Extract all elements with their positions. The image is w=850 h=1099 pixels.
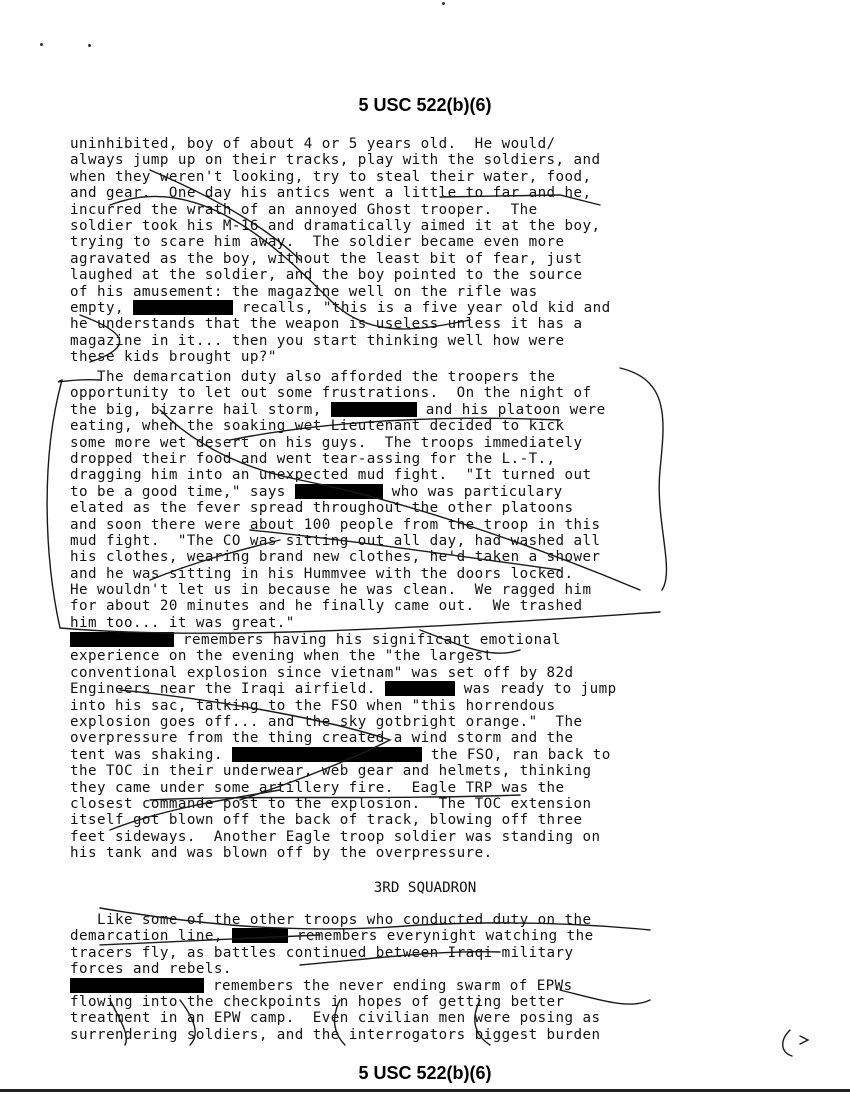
- text-line: Like some of the other troops who conducted duty on the: [70, 912, 592, 928]
- text-line: agravated as the boy, without the least bit of fear, just: [70, 250, 583, 267]
- text-line: mud fight. "The CO was sitting out all day, had washed all: [70, 532, 601, 549]
- text-line: [70, 484, 670, 500]
- text-line: incurred the wrath of an annoyed Ghost trooper. The: [70, 201, 538, 218]
- text-fragment: tent was shaking.: [70, 746, 232, 763]
- paragraph-demarcation: [70, 912, 670, 1043]
- text-line: experience on the evening when the "the largest: [70, 648, 493, 665]
- text-line: for about 20 minutes and he finally came out. We trashed: [70, 598, 583, 615]
- redaction-bar: [385, 681, 455, 696]
- text-line: dragging him into an unexpected mud fight. "It turned out: [70, 467, 592, 484]
- text-line: dropped their food and went tear-assing for the L.-T.,: [70, 450, 556, 467]
- text-line: trying to scare him away. The soldier became even more: [70, 234, 565, 251]
- redaction-bar: [70, 632, 174, 647]
- text-line: and gear. One day his antics went a little to far and he,: [70, 185, 592, 202]
- text-fragment: and his platoon were: [416, 401, 606, 418]
- redaction-bar: [331, 402, 417, 417]
- text-line: The demarcation duty also afforded the troopers the: [70, 369, 556, 385]
- text-line: of his amusement: the magazine well on the rifle was: [70, 283, 538, 300]
- text-line: closest commande post to the explosion. The TOC extension: [70, 795, 592, 812]
- speck: [442, 2, 445, 5]
- text-line: always jump up on their tracks, play with the soldiers, and: [70, 152, 601, 169]
- text-fragment: who was particulary: [382, 483, 563, 500]
- speck: [40, 43, 43, 46]
- text-fragment: remembers everynight watching the: [287, 928, 594, 945]
- redaction-bar: [232, 747, 422, 762]
- text-line: [70, 747, 670, 763]
- exemption-stamp-footer: 5 USC 522(b)(6): [358, 1063, 492, 1083]
- text-line: his clothes, wearing brand new clothes, he'd taken a shower: [70, 549, 601, 566]
- text-fragment: to be a good time," says: [70, 483, 295, 500]
- paragraph-explosion: [70, 632, 670, 861]
- text-line: he understands that the weapon is useless unless it has a: [70, 316, 583, 333]
- text-line: [70, 300, 670, 316]
- text-line: his tank and was blown off by the overpressure.: [70, 845, 493, 862]
- paragraph-boy-anecdote: [70, 136, 670, 365]
- text-line: soldier took his M-16 and dramatically aimed it at the boy,: [70, 217, 601, 234]
- text-line: opportunity to let out some frustrations. On the night of: [70, 385, 592, 402]
- redaction-bar: [295, 484, 383, 499]
- text-fragment: was ready to jump: [454, 681, 617, 698]
- text-line: laughed at the soldier, and the boy pointed to the source: [70, 267, 583, 284]
- scribble-line: [783, 1030, 792, 1056]
- text-line: feet sideways. Another Eagle troop soldier was standing on: [70, 828, 601, 845]
- text-line: [70, 681, 670, 697]
- text-line: [70, 402, 670, 418]
- text-line: conventional explosion since vietnam" was set off by 82d: [70, 664, 574, 681]
- text-line: tracers fly, as battles continued between Iraqi military: [70, 944, 574, 961]
- text-line: when they weren't looking, try to steal their water, food,: [70, 168, 592, 185]
- text-line: surrendering soldiers, and the interrogators biggest burden: [70, 1026, 601, 1043]
- text-fragment: the FSO, ran back to: [421, 746, 611, 763]
- text-line: magazine in it... then you start thinking well how were: [70, 332, 565, 349]
- text-line: the TOC in their underwear, web gear and helmets, thinking: [70, 763, 592, 780]
- text-line: some more wet desert on his guys. The troops immediately: [70, 434, 583, 451]
- text-line: into his sac, talking to the FSO when "this horrendous: [70, 697, 556, 714]
- text-line: uninhibited, boy of about 4 or 5 years old. He would/: [70, 136, 556, 152]
- text-line: forces and rebels.: [70, 961, 232, 978]
- paragraph-mud-fight: [70, 369, 670, 631]
- text-line: treatment in an EPW camp. Even civilian men were posing as: [70, 1010, 601, 1027]
- redaction-bar: [133, 300, 233, 315]
- text-line: explosion goes off... and the sky gotbright orange." The: [70, 713, 583, 730]
- text-line: elated as the fever spread throughout the other platoons: [70, 500, 574, 517]
- text-fragment: remembers the never ending swarm of EPWs: [204, 977, 573, 994]
- text-fragment: recalls, "this is a five year old kid and: [232, 299, 611, 316]
- redaction-bar: [70, 978, 204, 993]
- text-fragment: remembers having his significant emotional: [174, 632, 561, 648]
- text-line: [70, 928, 670, 944]
- text-line: they came under some artillery fire. Eagle TRP was the: [70, 779, 565, 796]
- text-line: itself got blown off the back of track, blowing off three: [70, 812, 583, 829]
- page-edge-rule: [0, 1089, 850, 1092]
- speck: [88, 44, 91, 47]
- text-line: and he was sitting in his Hummvee with the doors locked.: [70, 565, 574, 582]
- text-line: He wouldn't let us in because he was clean. We ragged him: [70, 582, 592, 599]
- text-line: flowing into the checkpoints in hopes of getting better: [70, 993, 565, 1010]
- exemption-stamp-header: 5 USC 522(b)(6): [358, 95, 492, 115]
- scribble-line: [800, 1036, 808, 1044]
- text-fragment: demarcation line,: [70, 928, 232, 945]
- text-line: [70, 978, 670, 994]
- section-heading: 3RD SQUADRON: [373, 880, 477, 896]
- text-line: these kids brought up?": [70, 349, 277, 366]
- text-fragment: Engineers near the Iraqi airfield.: [70, 681, 385, 698]
- text-line: eating, when the soaking wet Lieutenant decided to kick: [70, 418, 565, 435]
- text-line: overpressure from the thing created a wind storm and the: [70, 730, 574, 747]
- text-fragment: empty,: [70, 299, 133, 316]
- text-line: him too... it was great.": [70, 614, 295, 631]
- text-fragment: the big, bizarre hail storm,: [70, 401, 331, 418]
- redaction-bar: [232, 928, 288, 943]
- text-line: and soon there were about 100 people from the troop in this: [70, 516, 601, 533]
- text-line: [70, 632, 670, 648]
